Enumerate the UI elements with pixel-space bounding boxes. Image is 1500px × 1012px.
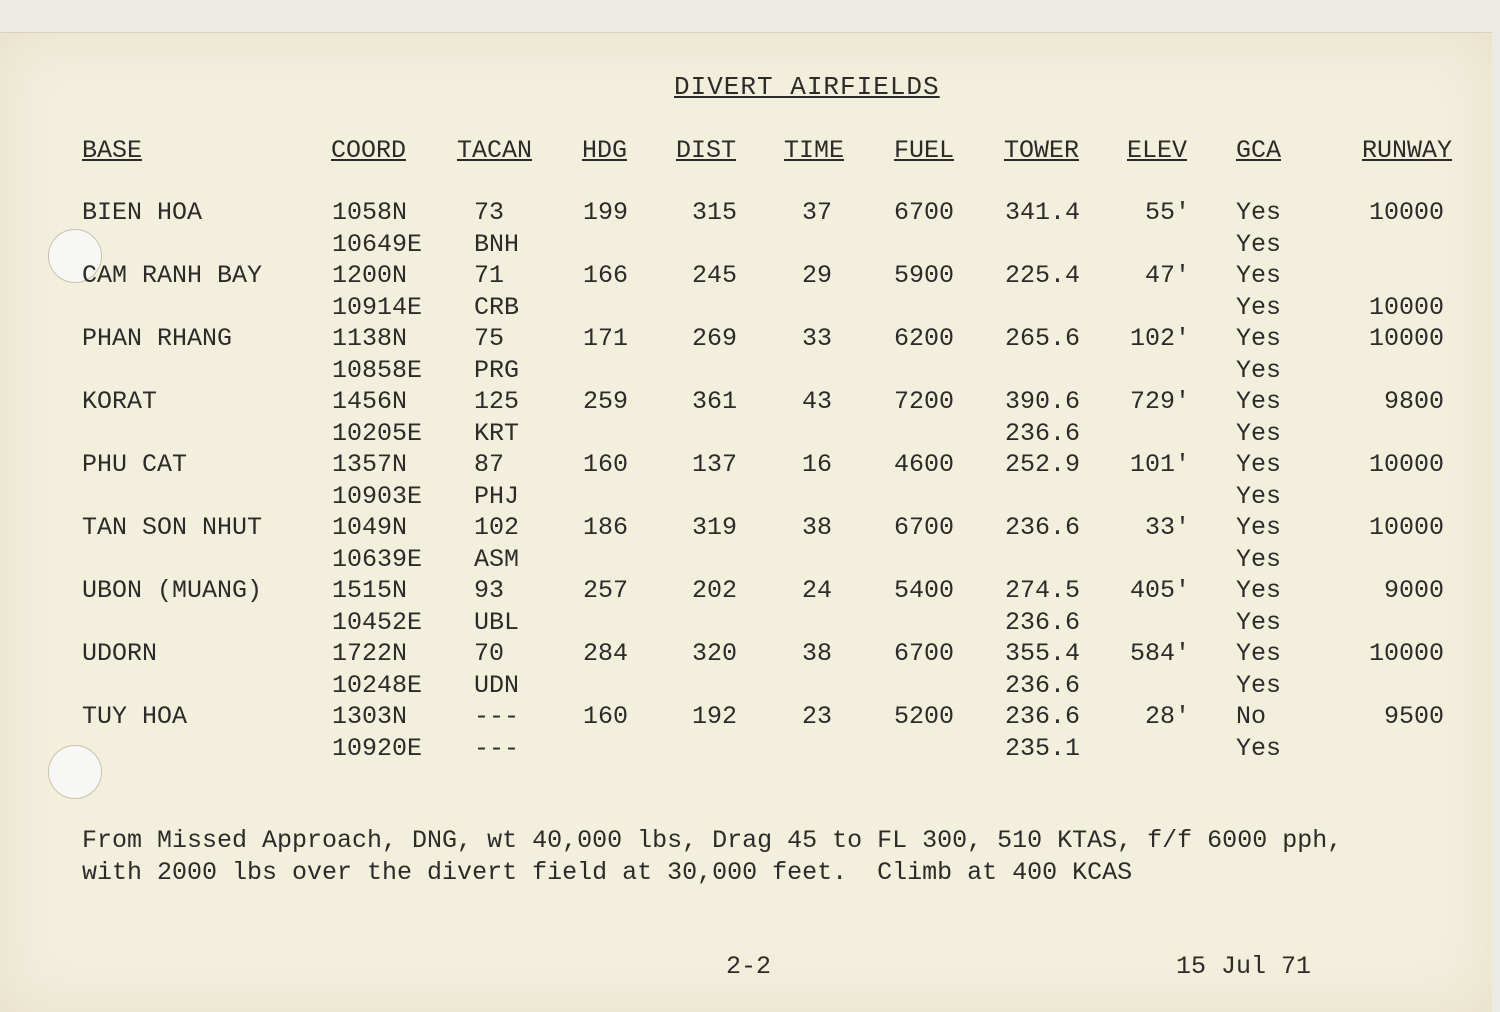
cell-tower: 274.5: [1005, 576, 1081, 605]
cell-dist: 320: [692, 639, 738, 668]
cell-tower: 236.6: [1005, 670, 1081, 700]
cell-tower: 341.4: [1005, 198, 1081, 227]
cell-hdg: 171: [583, 324, 629, 353]
cell-tacan: 73: [474, 198, 505, 227]
cell-fuel: 5200: [894, 702, 955, 731]
column-header-tacan: TACAN: [457, 136, 533, 165]
cell-coord: 10452E: [332, 607, 423, 637]
cell-fuel: 7200: [894, 387, 955, 416]
cell-fuel: 6700: [894, 639, 955, 668]
cell-coord: 10205E: [332, 418, 423, 448]
column-header-gca: GCA: [1236, 136, 1282, 165]
column-header-runway: RUNWAY: [1362, 136, 1453, 165]
cell-base: TUY HOA: [82, 702, 188, 731]
cell-coord: 1058N: [332, 198, 408, 227]
cell-tacan: 87: [474, 450, 505, 479]
cell-elev: 102': [1129, 324, 1190, 353]
cell-tower: 236.6: [1005, 607, 1081, 637]
cell-base: CAM RANH BAY: [82, 261, 263, 290]
cell-time: 33: [802, 324, 833, 353]
cell-tacan: ---: [474, 733, 520, 763]
cell-runway: 9000: [1383, 576, 1444, 605]
document-title: DIVERT AIRFIELDS: [674, 72, 940, 102]
cell-elev: 55': [1144, 198, 1190, 227]
column-header-fuel: FUEL: [894, 136, 955, 165]
column-header-coord: COORD: [331, 136, 407, 165]
cell-dist: 315: [692, 198, 738, 227]
cell-elev: 47': [1144, 261, 1190, 290]
cell-coord: 1722N: [332, 639, 408, 668]
cell-gca: Yes: [1236, 481, 1282, 511]
cell-gca: Yes: [1236, 229, 1282, 259]
cell-time: 24: [802, 576, 833, 605]
cell-elev: 28': [1144, 702, 1190, 731]
note-line-2: with 2000 lbs over the divert field at 30,000 feet. Climb at 400 KCAS: [82, 858, 1133, 887]
cell-coord: 1049N: [332, 513, 408, 542]
cell-elev: 101': [1129, 450, 1190, 479]
page-number: 2-2: [726, 952, 772, 981]
cell-tacan: UDN: [474, 670, 520, 700]
cell-tower: 236.6: [1005, 702, 1081, 731]
cell-tacan: UBL: [474, 607, 520, 637]
cell-gca: Yes: [1236, 355, 1282, 385]
cell-dist: 245: [692, 261, 738, 290]
cell-dist: 202: [692, 576, 738, 605]
cell-runway: 9500: [1383, 702, 1444, 731]
cell-base: PHAN RHANG: [82, 324, 233, 353]
cell-hdg: 257: [583, 576, 629, 605]
cell-tower: 265.6: [1005, 324, 1081, 353]
cell-hdg: 160: [583, 450, 629, 479]
cell-runway: 9800: [1383, 387, 1444, 416]
cell-tacan: BNH: [474, 229, 520, 259]
cell-fuel: 5400: [894, 576, 955, 605]
cell-hdg: 186: [583, 513, 629, 542]
cell-time: 38: [802, 513, 833, 542]
cell-dist: 361: [692, 387, 738, 416]
column-header-time: TIME: [784, 136, 845, 165]
column-header-elev: ELEV: [1127, 136, 1188, 165]
cell-dist: 319: [692, 513, 738, 542]
cell-fuel: 4600: [894, 450, 955, 479]
cell-time: 16: [802, 450, 833, 479]
cell-gca: Yes: [1236, 607, 1282, 637]
cell-elev: 729': [1129, 387, 1190, 416]
cell-gca: Yes: [1236, 261, 1282, 290]
cell-tower: 236.6: [1005, 513, 1081, 542]
cell-coord: 10914E: [332, 292, 423, 322]
cell-runway: 10000: [1368, 198, 1444, 227]
cell-tacan: ASM: [474, 544, 520, 574]
cell-gca: Yes: [1236, 387, 1282, 416]
cell-tacan: 102: [474, 513, 520, 542]
cell-gca: Yes: [1236, 418, 1282, 448]
cell-tower: 355.4: [1005, 639, 1081, 668]
cell-coord: 1357N: [332, 450, 408, 479]
cell-hdg: 284: [583, 639, 629, 668]
cell-tower: 225.4: [1005, 261, 1081, 290]
cell-time: 37: [802, 198, 833, 227]
cell-gca: Yes: [1236, 670, 1282, 700]
cell-dist: 269: [692, 324, 738, 353]
cell-gca: Yes: [1236, 198, 1282, 227]
cell-coord: 10920E: [332, 733, 423, 763]
cell-gca: No: [1236, 702, 1267, 731]
cell-coord: 10858E: [332, 355, 423, 385]
punch-hole-bottom: [48, 745, 102, 799]
cell-tower: 390.6: [1005, 387, 1081, 416]
cell-gca: Yes: [1236, 544, 1282, 574]
cell-runway: 10000: [1368, 639, 1444, 668]
cell-hdg: 199: [583, 198, 629, 227]
column-header-hdg: HDG: [582, 136, 628, 165]
note-line-1: From Missed Approach, DNG, wt 40,000 lbs, Drag 45 to FL 300, 510 KTAS, f/f 6000 pph,: [82, 826, 1343, 855]
cell-tacan: PHJ: [474, 481, 520, 511]
cell-tacan: CRB: [474, 292, 520, 322]
cell-coord: 1515N: [332, 576, 408, 605]
cell-base: KORAT: [82, 387, 158, 416]
cell-fuel: 5900: [894, 261, 955, 290]
cell-tacan: PRG: [474, 355, 520, 385]
cell-runway: 10000: [1368, 513, 1444, 542]
column-header-dist: DIST: [676, 136, 737, 165]
cell-elev: 33': [1144, 513, 1190, 542]
cell-tacan: 70: [474, 639, 505, 668]
cell-coord: 10649E: [332, 229, 423, 259]
cell-coord: 1138N: [332, 324, 408, 353]
cell-dist: 137: [692, 450, 738, 479]
cell-tower: 235.1: [1005, 733, 1081, 763]
cell-gca: Yes: [1236, 513, 1282, 542]
cell-fuel: 6200: [894, 324, 955, 353]
cell-coord: 10639E: [332, 544, 423, 574]
cell-tower: 236.6: [1005, 418, 1081, 448]
cell-gca: Yes: [1236, 639, 1282, 668]
document-date: 15 Jul 71: [1176, 952, 1312, 981]
cell-gca: Yes: [1236, 324, 1282, 353]
cell-time: 43: [802, 387, 833, 416]
cell-time: 23: [802, 702, 833, 731]
cell-tower: 252.9: [1005, 450, 1081, 479]
cell-fuel: 6700: [894, 198, 955, 227]
cell-coord: 10903E: [332, 481, 423, 511]
cell-coord: 1303N: [332, 702, 408, 731]
cell-fuel: 6700: [894, 513, 955, 542]
cell-hdg: 166: [583, 261, 629, 290]
cell-time: 38: [802, 639, 833, 668]
cell-gca: Yes: [1236, 450, 1282, 479]
cell-coord: 10248E: [332, 670, 423, 700]
cell-dist: 192: [692, 702, 738, 731]
cell-runway: 10000: [1368, 292, 1444, 322]
cell-base: UDORN: [82, 639, 158, 668]
cell-tacan: 71: [474, 261, 505, 290]
cell-base: TAN SON NHUT: [82, 513, 263, 542]
cell-runway: 10000: [1368, 450, 1444, 479]
cell-hdg: 259: [583, 387, 629, 416]
cell-gca: Yes: [1236, 292, 1282, 322]
cell-tacan: KRT: [474, 418, 520, 448]
cell-tacan: 75: [474, 324, 505, 353]
cell-gca: Yes: [1236, 733, 1282, 763]
cell-hdg: 160: [583, 702, 629, 731]
cell-coord: 1200N: [332, 261, 408, 290]
cell-elev: 584': [1129, 639, 1190, 668]
cell-tacan: ---: [474, 702, 520, 731]
column-header-tower: TOWER: [1004, 136, 1080, 165]
cell-base: UBON (MUANG): [82, 576, 263, 605]
column-header-base: BASE: [82, 136, 143, 165]
cell-time: 29: [802, 261, 833, 290]
cell-base: BIEN HOA: [82, 198, 203, 227]
cell-runway: 10000: [1368, 324, 1444, 353]
cell-tacan: 125: [474, 387, 520, 416]
cell-elev: 405': [1129, 576, 1190, 605]
cell-tacan: 93: [474, 576, 505, 605]
cell-gca: Yes: [1236, 576, 1282, 605]
cell-base: PHU CAT: [82, 450, 188, 479]
cell-coord: 1456N: [332, 387, 408, 416]
